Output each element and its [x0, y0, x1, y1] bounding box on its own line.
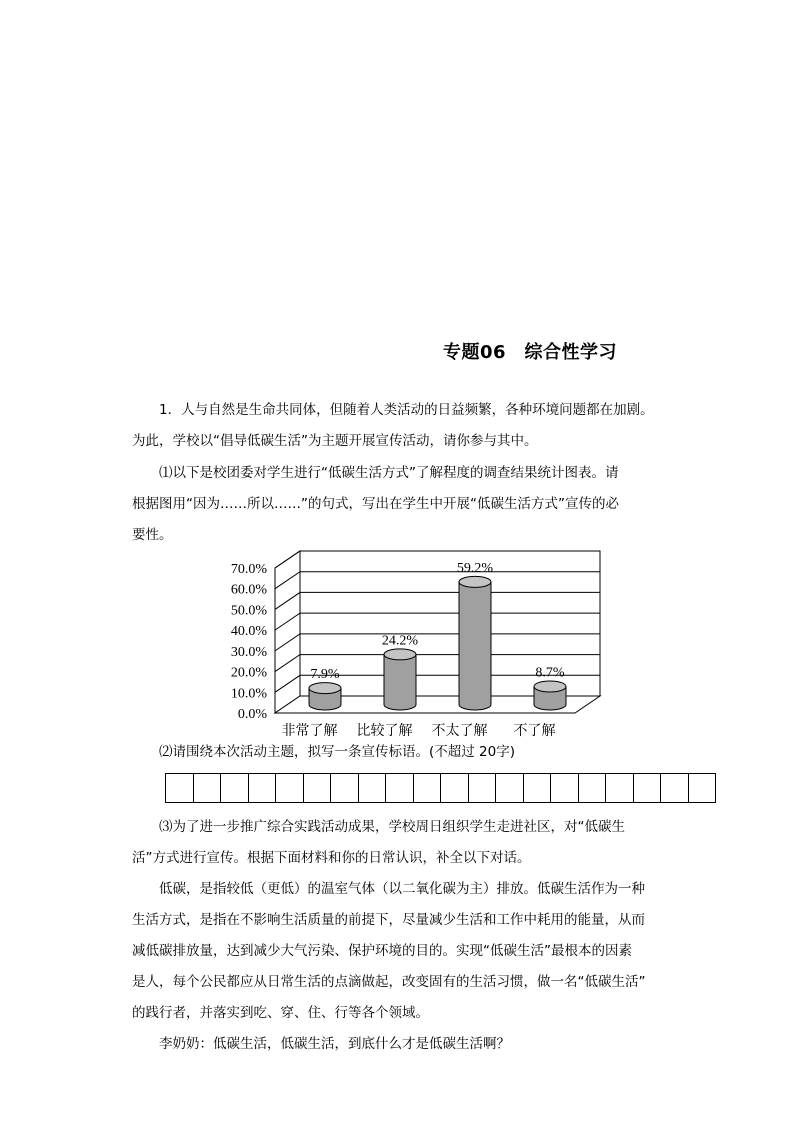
- chart-bar-top: [384, 649, 416, 660]
- chart-bar: [459, 576, 491, 710]
- chart-bar-body: [459, 582, 491, 710]
- material-text4: 是人，每个公民都应从日常生活的点滴做起，改变固有的生活习惯，做一名“低碳生活”: [132, 974, 646, 990]
- q1-part2-line: [132, 737, 664, 768]
- answer-box[interactable]: [495, 773, 524, 803]
- answer-box[interactable]: [523, 773, 552, 803]
- answer-box[interactable]: [440, 773, 469, 803]
- answer-box[interactable]: [385, 773, 414, 803]
- chart-bar-body: [384, 654, 416, 710]
- chart-bar-top: [459, 576, 491, 587]
- chart-y-tick-label: 0.0%: [237, 707, 267, 722]
- material-line3: [132, 936, 664, 967]
- chart-x-tick-label: 不了解: [513, 723, 556, 739]
- chart-bar-top: [534, 681, 566, 692]
- answer-box[interactable]: [633, 773, 662, 803]
- chart-y-tick-label: 50.0%: [230, 603, 267, 619]
- chart-data-label: 24.2%: [381, 633, 419, 649]
- q1-part3-text1: ⑶为了进一步推广综合实践活动成果，学校周日组织学生走进社区，对“低碳生: [159, 819, 625, 835]
- chart-bar: [384, 649, 416, 710]
- q1-intro-line1: [132, 395, 664, 426]
- answer-box[interactable]: [468, 773, 497, 803]
- material-line5: [132, 998, 664, 1029]
- q1-part1-line1: [132, 458, 664, 489]
- answer-box[interactable]: [413, 773, 442, 803]
- survey-chart: [225, 545, 605, 741]
- answer-box[interactable]: [605, 773, 634, 803]
- answer-box[interactable]: [165, 773, 194, 803]
- answer-grid[interactable]: [166, 773, 716, 803]
- q1-part1-text1: ⑴以下是校团委对学生进行“低碳生活方式”了解程度的调查结果统计图表。请: [159, 465, 619, 481]
- material-line4: [132, 967, 664, 998]
- q1-part1-line2: [132, 489, 664, 520]
- answer-box[interactable]: [330, 773, 359, 803]
- q1-part3-line1: [132, 812, 664, 843]
- dialog-line: [132, 1029, 664, 1060]
- chart-x-tick-label: 比较了解: [356, 723, 413, 739]
- answer-box[interactable]: [248, 773, 277, 803]
- chart-y-tick-label: 60.0%: [230, 582, 267, 598]
- material-line2: [132, 905, 664, 936]
- q1-part3-line2: [132, 843, 664, 874]
- chart-bar: [309, 683, 341, 710]
- answer-box[interactable]: [550, 773, 579, 803]
- answer-box[interactable]: [660, 773, 689, 803]
- chart-bar-top: [309, 683, 341, 694]
- answer-box[interactable]: [578, 773, 607, 803]
- chart-bar: [534, 681, 566, 710]
- chart-y-tick-label: 10.0%: [230, 686, 267, 702]
- q1-part1-text2: 根据图用“因为……所以……”的句式，写出在学生中开展“低碳生活方式”宣传的必: [132, 496, 619, 512]
- answer-box[interactable]: [193, 773, 222, 803]
- chart-data-label: 59.2%: [456, 560, 494, 576]
- chart-y-tick-label: 20.0%: [230, 665, 267, 681]
- q1-intro-line2: [132, 426, 664, 457]
- answer-box[interactable]: [688, 773, 717, 803]
- material-text3: 减低碳排放量，达到减少大气污染、保护环境的目的。实现“低碳生活”最根本的因素: [132, 943, 632, 959]
- q1-part3-text2: 活”方式进行宣传。根据下面材料和你的日常认识，补全以下对话。: [132, 850, 531, 866]
- chart-data-label: 8.7%: [535, 665, 565, 681]
- q1-intro-text2: 为此，学校以“倡导低碳生活”为主题开展宣传活动，请你参与其中。: [132, 433, 538, 449]
- page-title: 专题06 综合性学习: [443, 342, 618, 363]
- q1-part2-text: ⑵请围绕本次活动主题，拟写一条宣传标语。(不超过 20字): [159, 744, 516, 760]
- chart-y-axis: [231, 562, 268, 722]
- chart-side-wall: [275, 551, 300, 713]
- chart-data-label: 7.9%: [310, 667, 340, 683]
- chart-y-tick-label: 30.0%: [230, 644, 267, 660]
- answer-box[interactable]: [358, 773, 387, 803]
- material-text2: 生活方式，是指在不影响生活质量的前提下，尽量减少生活和工作中耗用的能量，从而: [132, 912, 645, 928]
- q1-intro-text1: 1．人与自然是生命共同体，但随着人类活动的日益频繁，各种环境问题都在加剧。: [159, 402, 654, 418]
- material-line1: [132, 874, 664, 905]
- material-text1: 低碳，是指较低（更低）的温室气体（以二氧化碳为主）排放。低碳生活作为一种: [159, 881, 645, 897]
- chart-y-tick-label: 40.0%: [230, 624, 267, 640]
- q1-part1-text3: 要性。: [132, 527, 173, 543]
- answer-box[interactable]: [303, 773, 332, 803]
- chart-x-tick-label: 不太了解: [431, 723, 488, 739]
- material-text5: 的践行者，并落实到吃、穿、住、行等各个领域。: [132, 1005, 429, 1021]
- dialog-text: 李奶奶：低碳生活，低碳生活，到底什么才是低碳生活啊？: [159, 1036, 510, 1052]
- chart-y-tick-label: 70.0%: [230, 562, 267, 577]
- answer-box[interactable]: [220, 773, 249, 803]
- chart-x-tick-label: 非常了解: [281, 723, 338, 739]
- answer-box[interactable]: [275, 773, 304, 803]
